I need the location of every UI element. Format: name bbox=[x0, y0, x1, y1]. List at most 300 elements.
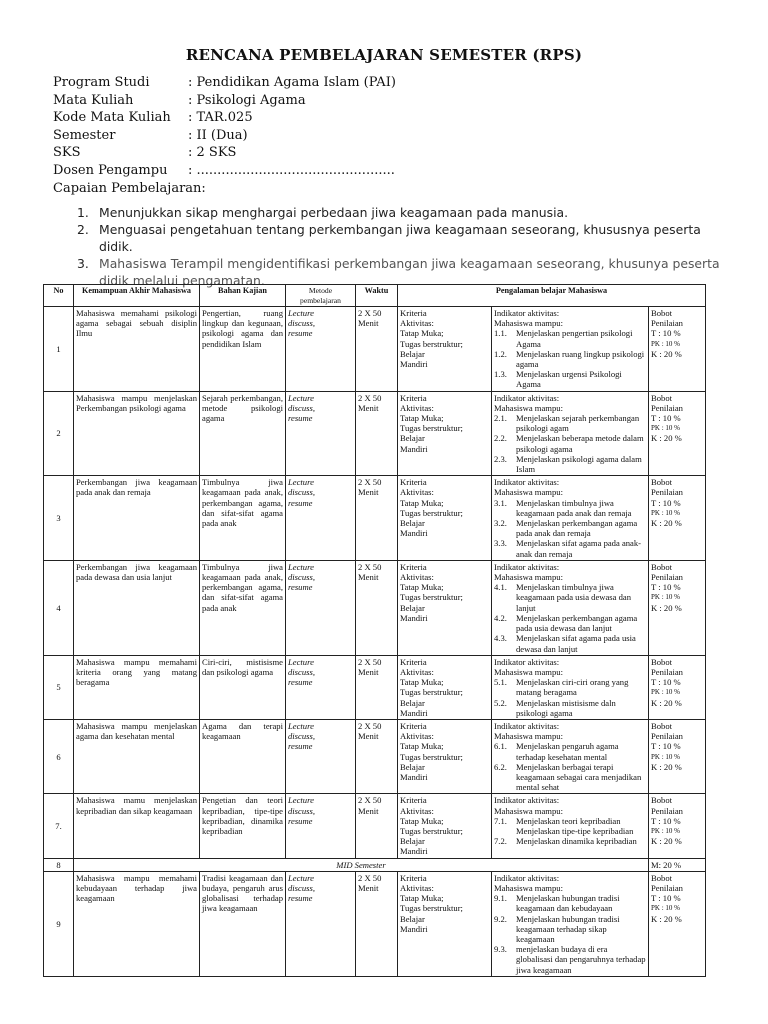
indikator-text: Menjelaskan mistisisme daln psikologi agama bbox=[516, 697, 616, 718]
indikator-item bbox=[494, 538, 646, 558]
kriteria-line: Tugas berstruktur; bbox=[400, 751, 463, 762]
header-kemampuan: Kemampuan Akhir Mahasiswa bbox=[74, 285, 200, 307]
bobot-k: K : 20 % bbox=[651, 348, 682, 359]
bobot-pk: PK : 10 % bbox=[651, 339, 680, 348]
kriteria-line: Tatap Muka; bbox=[400, 677, 444, 688]
bobot-line: Penilaian bbox=[651, 572, 683, 583]
indikator-item bbox=[494, 613, 646, 633]
kriteria-line: Mandiri bbox=[400, 771, 428, 782]
metode-line: Lecture bbox=[288, 872, 314, 883]
indikator-number: 5.1. bbox=[494, 677, 507, 688]
waktu-line: 2 X 50 bbox=[358, 477, 382, 488]
bobot-k: K : 20 % bbox=[651, 761, 682, 772]
course-info bbox=[53, 74, 396, 179]
row-bahan: Tradisi keagamaan dan budaya, pengaruh arus globalisasi terhadap jiwa keagamaan bbox=[200, 871, 286, 976]
row-bobot bbox=[649, 391, 706, 476]
course-info-value: : Psikologi Agama bbox=[188, 92, 306, 108]
indikator-number: 9.3. bbox=[494, 944, 507, 955]
learning-outcome-text: Menunjukkan sikap menghargai perbedaan jiwa keagamaan pada manusia. bbox=[99, 205, 569, 220]
kriteria-line: Mandiri bbox=[400, 923, 428, 934]
row-waktu bbox=[356, 871, 398, 976]
row-bahan: Ciri-ciri, mistisisme dan psikologi agama bbox=[200, 655, 286, 719]
indikator-text: Menjelaskan timbulnya jiwa keagamaan pada usia dewasa dan lanjut bbox=[516, 582, 632, 613]
kriteria-line: Kriteria bbox=[400, 477, 427, 488]
kriteria-line: Belajar bbox=[400, 836, 425, 847]
waktu-line: Menit bbox=[358, 731, 379, 742]
mid-number: 8 bbox=[44, 858, 74, 871]
metode-line: resume bbox=[288, 413, 313, 424]
bobot-t: T : 10 % bbox=[651, 677, 681, 688]
indikator-text: Menjelaskan dinamika kepribadian bbox=[516, 836, 637, 847]
indikator-number: 1.3. bbox=[494, 369, 507, 380]
indikator-head-line: Indikator aktivitas: bbox=[494, 795, 560, 806]
course-info-value: : 2 SKS bbox=[188, 145, 237, 160]
bobot-k: K : 20 % bbox=[651, 518, 682, 529]
bobot-pk: PK : 10 % bbox=[651, 593, 680, 602]
bobot-pk: PK : 10 % bbox=[651, 424, 680, 433]
kriteria-line: Kriteria bbox=[400, 656, 427, 667]
indikator-number: 7.2. bbox=[494, 836, 507, 847]
bobot-line: Penilaian bbox=[651, 487, 683, 498]
kriteria-line: Belajar bbox=[400, 348, 425, 359]
metode-line: resume bbox=[288, 893, 313, 904]
table-row bbox=[44, 307, 706, 392]
bobot-k: K : 20 % bbox=[651, 433, 682, 444]
row-kriteria bbox=[398, 391, 492, 476]
kriteria-line: Belajar bbox=[400, 602, 425, 613]
indikator-item bbox=[494, 741, 646, 761]
row-bahan: Pengertian, ruang lingkup dan kegunaan, psikologi agama dan pendidikan Islam bbox=[200, 307, 286, 392]
learning-outcomes-list bbox=[77, 204, 737, 289]
row-metode bbox=[286, 719, 356, 793]
indikator-item bbox=[494, 893, 646, 913]
indikator-item bbox=[494, 836, 646, 846]
waktu-line: Menit bbox=[358, 487, 379, 498]
indikator-head-line: Mahasiswa mampu: bbox=[494, 882, 563, 893]
row-metode bbox=[286, 794, 356, 858]
metode-line: Lecture bbox=[288, 795, 314, 806]
kriteria-line: Belajar bbox=[400, 913, 425, 924]
bobot-t: T : 10 % bbox=[651, 815, 681, 826]
waktu-line: 2 X 50 bbox=[358, 656, 382, 667]
course-info-key: Semester bbox=[53, 127, 116, 143]
row-indikator bbox=[492, 391, 649, 476]
indikator-item bbox=[494, 518, 646, 538]
metode-line: discuss, bbox=[288, 666, 315, 677]
course-info-key: SKS bbox=[53, 145, 81, 160]
waktu-line: 2 X 50 bbox=[358, 795, 382, 806]
kriteria-line: Tugas berstruktur; bbox=[400, 423, 463, 434]
row-metode bbox=[286, 560, 356, 655]
bobot-k: K : 20 % bbox=[651, 913, 682, 924]
bobot-line: Penilaian bbox=[651, 318, 683, 329]
learning-outcome-number: 2. bbox=[77, 222, 89, 237]
row-indikator bbox=[492, 307, 649, 392]
course-info-value: : TAR.025 bbox=[188, 110, 253, 125]
course-info-key: Kode Mata Kuliah bbox=[53, 110, 171, 125]
bobot-line: Penilaian bbox=[651, 731, 683, 742]
row-bobot bbox=[649, 307, 706, 392]
kriteria-line: Aktivitas: bbox=[400, 487, 434, 498]
waktu-line: 2 X 50 bbox=[358, 720, 382, 731]
bobot-line: Bobot bbox=[651, 872, 673, 883]
table-row bbox=[44, 476, 706, 561]
kriteria-line: Tugas berstruktur; bbox=[400, 903, 463, 914]
indikator-number: 4.1. bbox=[494, 582, 507, 593]
learning-outcome-text: Mahasiswa Terampil mengidentifikasi perkembangan jiwa keagamaan seseorang, khusunya peserta didik melalui pengamatan. bbox=[99, 256, 720, 288]
row-bahan: Timbulnya jiwa keagamaan pada anak, perkembangan agama, dan sifat-sifat agama pada anak bbox=[200, 476, 286, 561]
metode-line: discuss, bbox=[288, 487, 315, 498]
bobot-pk: PK : 10 % bbox=[651, 826, 680, 835]
waktu-line: 2 X 50 bbox=[358, 561, 382, 572]
indikator-text: Menjelaskan urgensi Psikologi Agama bbox=[516, 369, 622, 390]
metode-line: Lecture bbox=[288, 392, 314, 403]
row-number: 3 bbox=[44, 476, 74, 561]
waktu-line: 2 X 50 bbox=[358, 872, 382, 883]
metode-line: resume bbox=[288, 328, 313, 339]
kriteria-line: Mandiri bbox=[400, 612, 428, 623]
kriteria-line: Mandiri bbox=[400, 846, 428, 857]
row-bobot bbox=[649, 560, 706, 655]
row-kriteria bbox=[398, 871, 492, 976]
kriteria-line: Kriteria bbox=[400, 392, 427, 403]
bobot-t: T : 10 % bbox=[651, 328, 681, 339]
kriteria-line: Tugas berstruktur; bbox=[400, 338, 463, 349]
indikator-head-line: Mahasiswa mampu: bbox=[494, 731, 563, 742]
indikator-head-line: Mahasiswa mampu: bbox=[494, 666, 563, 677]
mid-label: MID Semester bbox=[74, 858, 649, 871]
row-waktu bbox=[356, 655, 398, 719]
indikator-head-line: Indikator aktivitas: bbox=[494, 720, 560, 731]
indikator-number: 5.2. bbox=[494, 697, 507, 708]
bobot-line: Penilaian bbox=[651, 666, 683, 677]
learning-outcome-item bbox=[77, 221, 737, 255]
indikator-head-line: Indikator aktivitas: bbox=[494, 477, 560, 488]
indikator-head-line: Indikator aktivitas: bbox=[494, 392, 560, 403]
waktu-line: 2 X 50 bbox=[358, 308, 382, 318]
indikator-number: 7.1. bbox=[494, 815, 507, 826]
row-bahan: Timbulnya jiwa keagamaan pada anak, perkembangan agama, dan sifat-sifat agama pada anak bbox=[200, 560, 286, 655]
mid-semester-row bbox=[44, 858, 706, 871]
row-bobot bbox=[649, 794, 706, 858]
row-metode bbox=[286, 476, 356, 561]
kriteria-line: Mandiri bbox=[400, 443, 428, 454]
bobot-line: Bobot bbox=[651, 720, 673, 731]
kriteria-line: Tugas berstruktur; bbox=[400, 592, 463, 603]
header-pengalaman: Pengalaman belajar Mahasiswa bbox=[398, 285, 706, 307]
bobot-t: T : 10 % bbox=[651, 497, 681, 508]
row-number: 7. bbox=[44, 794, 74, 858]
indikator-item bbox=[494, 349, 646, 369]
table-row bbox=[44, 871, 706, 976]
learning-outcome-item bbox=[77, 204, 737, 221]
indikator-item bbox=[494, 816, 646, 836]
row-kemampuan: Mahasiswa mampu menjelaskan agama dan kesehatan mental bbox=[74, 719, 200, 793]
course-info-value: : II (Dua) bbox=[188, 127, 248, 143]
indikator-text: Menjelaskan sejarah perkembangan psikologi agam bbox=[516, 413, 640, 434]
indikator-head-line: Mahasiswa mampu: bbox=[494, 487, 563, 498]
kriteria-line: Tugas berstruktur; bbox=[400, 507, 463, 518]
bobot-line: Penilaian bbox=[651, 805, 683, 816]
indikator-text: Menjelaskan pengaruh agama terhadap kesehatan mental bbox=[516, 741, 619, 762]
metode-line: discuss, bbox=[288, 572, 315, 583]
course-info-row bbox=[53, 92, 396, 110]
bobot-t: T : 10 % bbox=[651, 413, 681, 424]
learning-outcome-number: 3. bbox=[77, 256, 89, 271]
course-info-value: : Pendidikan Agama Islam (PAI) bbox=[188, 75, 396, 90]
kriteria-line: Aktivitas: bbox=[400, 666, 434, 677]
indikator-text: Menjelaskan psikologi agama dalam Islam bbox=[516, 453, 642, 475]
waktu-line: Menit bbox=[358, 318, 379, 329]
metode-line: resume bbox=[288, 741, 313, 752]
row-kemampuan: Perkembangan jiwa keagamaan pada anak dan remaja bbox=[74, 476, 200, 561]
row-number: 2 bbox=[44, 391, 74, 476]
indikator-number: 9.1. bbox=[494, 893, 507, 904]
kriteria-line: Tatap Muka; bbox=[400, 741, 444, 752]
indikator-text: Menjelaskan beberapa metode dalam psikologi agama bbox=[516, 433, 644, 454]
row-metode bbox=[286, 391, 356, 476]
indikator-text: Menjelaskan sifat agama pada usia dewasa dan lanjut bbox=[516, 633, 636, 654]
page-title: RENCANA PEMBELAJARAN SEMESTER (RPS) bbox=[185, 46, 583, 64]
kriteria-line: Tatap Muka; bbox=[400, 815, 444, 826]
header-bahan: Bahan Kajian bbox=[200, 285, 286, 307]
waktu-line: Menit bbox=[358, 572, 379, 583]
learning-outcome-text: Menguasai pengetahuan tentang perkembangan jiwa keagamaan seseorang, khususnya peserta didik. bbox=[99, 222, 701, 254]
bobot-pk: PK : 10 % bbox=[651, 508, 680, 517]
row-metode bbox=[286, 307, 356, 392]
bobot-k: K : 20 % bbox=[651, 602, 682, 613]
indikator-head-line: Indikator aktivitas: bbox=[494, 872, 560, 883]
row-kemampuan: Mahasiswa mamu menjelaskan kepribadian dan sikap keagamaan bbox=[74, 794, 200, 858]
row-waktu bbox=[356, 391, 398, 476]
indikator-item bbox=[494, 914, 646, 945]
row-number: 1 bbox=[44, 307, 74, 392]
indikator-text: Menjelaskan teori kepribadian Menjelaskan tipe-tipe kepribadian bbox=[516, 815, 634, 836]
waktu-line: Menit bbox=[358, 805, 379, 816]
metode-line: Lecture bbox=[288, 477, 314, 488]
waktu-line: Menit bbox=[358, 402, 379, 413]
row-kriteria bbox=[398, 794, 492, 858]
indikator-number: 3.3. bbox=[494, 538, 507, 549]
row-indikator bbox=[492, 476, 649, 561]
row-number: 4 bbox=[44, 560, 74, 655]
kriteria-line: Aktivitas: bbox=[400, 731, 434, 742]
table-header-row bbox=[44, 285, 706, 307]
row-bobot bbox=[649, 655, 706, 719]
indikator-number: 3.2. bbox=[494, 518, 507, 529]
bobot-line: Bobot bbox=[651, 392, 673, 403]
kriteria-line: Tatap Muka; bbox=[400, 497, 444, 508]
kriteria-line: Aktivitas: bbox=[400, 318, 434, 329]
rps-table bbox=[43, 284, 706, 977]
indikator-head-line: Mahasiswa mampu: bbox=[494, 318, 563, 329]
metode-line: Lecture bbox=[288, 720, 314, 731]
kriteria-line: Kriteria bbox=[400, 872, 427, 883]
row-bobot bbox=[649, 719, 706, 793]
indikator-text: menjelaskan budaya di era globalisasi dan pengaruhnya terhadap jiwa keagamaan bbox=[516, 944, 646, 975]
kriteria-line: Mandiri bbox=[400, 707, 428, 718]
row-number: 6 bbox=[44, 719, 74, 793]
row-number: 9 bbox=[44, 871, 74, 976]
row-indikator bbox=[492, 794, 649, 858]
indikator-item bbox=[494, 944, 646, 975]
indikator-text: Menjelaskan berbagai terapi keagamaan sebagai cara menjadikan mental sehat bbox=[516, 761, 642, 793]
indikator-item bbox=[494, 498, 646, 518]
mid-bobot: M: 20 % bbox=[649, 858, 706, 871]
row-bahan: Sejarah perkembangan, metode psikologi agama bbox=[200, 391, 286, 476]
row-indikator bbox=[492, 655, 649, 719]
course-info-row bbox=[53, 109, 396, 127]
table-row bbox=[44, 794, 706, 858]
course-info-key: Dosen Pengampu bbox=[53, 162, 168, 178]
indikator-number: 9.2. bbox=[494, 913, 507, 924]
indikator-number: 4.3. bbox=[494, 633, 507, 644]
indikator-text: Menjelaskan pengertian psikologi Agama bbox=[516, 328, 633, 349]
row-bahan: Agama dan terapi keagamaan bbox=[200, 719, 286, 793]
course-info-value: : ................................................ bbox=[188, 162, 395, 178]
metode-line: discuss, bbox=[288, 805, 315, 816]
indikator-item bbox=[494, 582, 646, 613]
kriteria-line: Belajar bbox=[400, 697, 425, 708]
row-indikator bbox=[492, 871, 649, 976]
indikator-head-line: Mahasiswa mampu: bbox=[494, 805, 563, 816]
row-number: 5 bbox=[44, 655, 74, 719]
row-kriteria bbox=[398, 719, 492, 793]
table-row bbox=[44, 655, 706, 719]
kriteria-line: Tugas berstruktur; bbox=[400, 825, 463, 836]
indikator-item bbox=[494, 698, 646, 718]
row-waktu bbox=[356, 794, 398, 858]
indikator-text: Menjelaskan ruang lingkup psikologi agama bbox=[516, 348, 645, 370]
row-metode bbox=[286, 655, 356, 719]
kriteria-line: Belajar bbox=[400, 761, 425, 772]
bobot-line: Bobot bbox=[651, 656, 673, 667]
indikator-head-line: Mahasiswa mampu: bbox=[494, 572, 563, 583]
indikator-item bbox=[494, 677, 646, 697]
indikator-number: 6.2. bbox=[494, 761, 507, 772]
indikator-head-line: Indikator aktivitas: bbox=[494, 656, 560, 667]
indikator-number: 1.1. bbox=[494, 328, 507, 339]
kriteria-line: Aktivitas: bbox=[400, 572, 434, 583]
row-indikator bbox=[492, 719, 649, 793]
kriteria-line: Tugas berstruktur; bbox=[400, 687, 463, 698]
metode-line: discuss, bbox=[288, 318, 315, 329]
row-bahan: Pengetian dan teori kepribadian, tipe-tipe kepribadian, dinamika kepribadian bbox=[200, 794, 286, 858]
kriteria-line: Aktivitas: bbox=[400, 805, 434, 816]
indikator-text: Menjelaskan ciri-ciri orang yang matang beragama bbox=[516, 677, 629, 698]
bobot-pk: PK : 10 % bbox=[651, 688, 680, 697]
metode-line: Lecture bbox=[288, 656, 314, 667]
row-kemampuan: Mahasiswa mampu menjelaskan Perkembangan psikologi agama bbox=[74, 391, 200, 476]
kriteria-line: Mandiri bbox=[400, 359, 428, 370]
indikator-number: 2.2. bbox=[494, 433, 507, 444]
kriteria-line: Belajar bbox=[400, 518, 425, 529]
indikator-item bbox=[494, 762, 646, 793]
header-no: No bbox=[44, 285, 74, 307]
metode-line: Lecture bbox=[288, 308, 314, 318]
bobot-pk: PK : 10 % bbox=[651, 752, 680, 761]
indikator-head-line: Mahasiswa mampu: bbox=[494, 402, 563, 413]
course-info-row bbox=[53, 74, 396, 92]
row-kriteria bbox=[398, 655, 492, 719]
bobot-line: Penilaian bbox=[651, 402, 683, 413]
indikator-number: 2.3. bbox=[494, 453, 507, 464]
metode-line: discuss, bbox=[288, 731, 315, 742]
bobot-t: T : 10 % bbox=[651, 582, 681, 593]
course-info-row bbox=[53, 127, 396, 145]
metode-line: resume bbox=[288, 582, 313, 593]
kriteria-line: Tatap Muka; bbox=[400, 328, 444, 339]
row-kriteria bbox=[398, 560, 492, 655]
indikator-item bbox=[494, 454, 646, 474]
indikator-text: Menjelaskan hubungan tradisi keagamaan terhadap sikap keagamaan bbox=[516, 913, 620, 944]
row-waktu bbox=[356, 719, 398, 793]
indikator-head-line: Indikator aktivitas: bbox=[494, 308, 560, 318]
row-kemampuan: Perkembangan jiwa keagamaan pada dewasa dan usia lanjut bbox=[74, 560, 200, 655]
bobot-line: Bobot bbox=[651, 795, 673, 806]
indikator-number: 6.1. bbox=[494, 741, 507, 752]
kriteria-line: Kriteria bbox=[400, 795, 427, 806]
metode-line: resume bbox=[288, 677, 313, 688]
kriteria-line: Aktivitas: bbox=[400, 882, 434, 893]
row-kemampuan: Mahasiswa memahami psikologi agama sebagai sebuah disiplin Ilmu bbox=[74, 307, 200, 392]
kriteria-line: Mandiri bbox=[400, 528, 428, 539]
waktu-line: Menit bbox=[358, 882, 379, 893]
indikator-number: 1.2. bbox=[494, 348, 507, 359]
indikator-item bbox=[494, 633, 646, 653]
bobot-line: Penilaian bbox=[651, 882, 683, 893]
metode-line: Lecture bbox=[288, 561, 314, 572]
row-waktu bbox=[356, 476, 398, 561]
kriteria-line: Kriteria bbox=[400, 561, 427, 572]
indikator-text: Menjelaskan perkembangan agama pada usia dewasa dan lanjut bbox=[516, 612, 638, 634]
course-info-key: Mata Kuliah bbox=[53, 92, 134, 108]
learning-outcomes-title: Capaian Pembelajaran: bbox=[53, 181, 206, 196]
indikator-text: Menjelaskan timbulnya jiwa keagamaan pada anak dan remaja bbox=[516, 497, 632, 518]
header-waktu: Waktu bbox=[356, 285, 398, 307]
indikator-item bbox=[494, 413, 646, 433]
row-bobot bbox=[649, 871, 706, 976]
waktu-line: 2 X 50 bbox=[358, 392, 382, 403]
row-metode bbox=[286, 871, 356, 976]
row-kriteria bbox=[398, 476, 492, 561]
course-info-row bbox=[53, 162, 396, 180]
bobot-line: Bobot bbox=[651, 477, 673, 488]
course-info-row bbox=[53, 144, 396, 162]
indikator-text: Menjelaskan perkembangan agama pada anak dan remaja bbox=[516, 518, 638, 539]
indikator-number: 3.1. bbox=[494, 497, 507, 508]
bobot-k: K : 20 % bbox=[651, 836, 682, 847]
indikator-item bbox=[494, 369, 646, 389]
indikator-item bbox=[494, 433, 646, 453]
indikator-item bbox=[494, 328, 646, 348]
bobot-k: K : 20 % bbox=[651, 697, 682, 708]
row-kemampuan: Mahasiswa mampu memahami kriteria orang yang matang beragama bbox=[74, 655, 200, 719]
metode-line: discuss, bbox=[288, 402, 315, 413]
metode-line: resume bbox=[288, 815, 313, 826]
indikator-text: Menjelaskan sifat agama pada anak-anak dan remaja bbox=[516, 538, 642, 559]
row-bobot bbox=[649, 476, 706, 561]
row-waktu bbox=[356, 560, 398, 655]
metode-line: resume bbox=[288, 497, 313, 508]
indikator-number: 2.1. bbox=[494, 413, 507, 424]
kriteria-line: Aktivitas: bbox=[400, 402, 434, 413]
header-metode: Metode pembelajaran bbox=[286, 285, 356, 307]
row-kriteria bbox=[398, 307, 492, 392]
kriteria-line: Tatap Muka; bbox=[400, 413, 444, 424]
bobot-t: T : 10 % bbox=[651, 893, 681, 904]
table-row bbox=[44, 391, 706, 476]
